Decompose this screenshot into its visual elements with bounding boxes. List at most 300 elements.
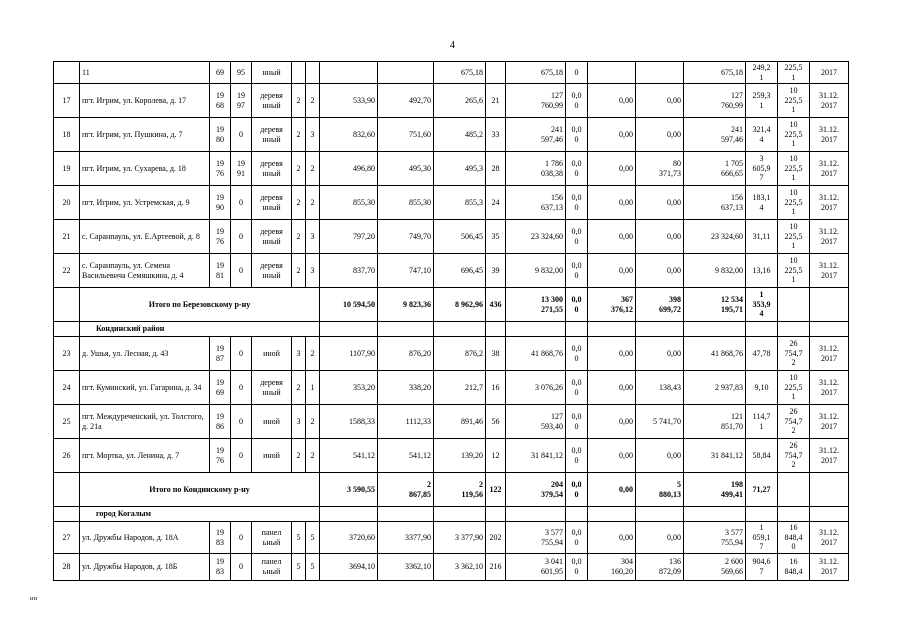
unit-cost-cell: 183,1 4 (746, 186, 778, 220)
row-number (54, 288, 80, 322)
housing-register-table (53, 61, 849, 581)
fund-cell: 0,0 0 (566, 371, 588, 405)
residential-area-cell: 751,60 (378, 118, 434, 152)
limit-cost-cell: 10 225,5 1 (778, 152, 810, 186)
owned-area-cell: 506,45 (434, 220, 486, 254)
empty-cell (746, 507, 778, 522)
total-area-cell: 541,12 (320, 439, 378, 473)
build-year-cell: 19 76 (210, 439, 231, 473)
municipal-budget-cell: 0,00 (636, 186, 684, 220)
limit-cost-cell: 26 754,7 2 (778, 405, 810, 439)
renovation-year-cell: 0 (231, 186, 252, 220)
residential-area-cell: 749,70 (378, 220, 434, 254)
residential-area-cell: 495,30 (378, 152, 434, 186)
residential-area-cell: 747,10 (378, 254, 434, 288)
total-area-cell: 3694,10 (320, 553, 378, 580)
municipal-budget-cell: 398 699,72 (636, 288, 684, 322)
table-row (54, 553, 849, 580)
regional-budget-cell: 0,00 (588, 473, 636, 507)
build-year-cell: 19 90 (210, 186, 231, 220)
unit-cost-cell: 114,7 1 (746, 405, 778, 439)
floors-cell: 2 (292, 439, 306, 473)
footer-mark: ии (30, 596, 38, 602)
renovation-year-cell: 0 (231, 522, 252, 554)
residents-cell: 39 (486, 254, 506, 288)
unit-cost-cell: 249,2 1 (746, 62, 778, 84)
address-cell: пгт. Игрим, ул. Пушкина, д. 7 (80, 118, 210, 152)
municipal-budget-cell: 5 880,13 (636, 473, 684, 507)
empty-cell (320, 322, 378, 337)
fund-cell: 0,0 0 (566, 337, 588, 371)
completion-date-cell: 31.12. 2017 (810, 186, 849, 220)
total-area-cell: 3720,60 (320, 522, 378, 554)
municipal-budget-cell: 80 371,73 (636, 152, 684, 186)
row-number: 20 (54, 186, 80, 220)
limit-cost-cell: 10 225,5 1 (778, 84, 810, 118)
empty-cell (506, 507, 566, 522)
completion-date-cell: 31.12. 2017 (810, 371, 849, 405)
row-number: 22 (54, 254, 80, 288)
wall-material-cell: иной (252, 337, 292, 371)
residential-area-cell: 855,30 (378, 186, 434, 220)
address-cell: ул. Дружбы Народов, д. 18Б (80, 553, 210, 580)
owners-funds-cell: 23 324,60 (684, 220, 746, 254)
district-total-row (54, 473, 849, 507)
address-cell: пгт. Игрим, ул. Королева, д. 17 (80, 84, 210, 118)
owners-funds-cell: 41 868,76 (684, 337, 746, 371)
renovation-year-cell: 0 (231, 118, 252, 152)
empty-cell (778, 322, 810, 337)
address-cell: ул. Дружбы Народов, д. 18А (80, 522, 210, 554)
row-number: 18 (54, 118, 80, 152)
entrances-cell: 5 (306, 522, 320, 554)
empty-cell (778, 507, 810, 522)
entrances-cell (306, 62, 320, 84)
owned-area-cell: 212,7 (434, 371, 486, 405)
row-number: 27 (54, 522, 80, 554)
limit-cost-cell: 10 225,5 1 (778, 118, 810, 152)
owned-area-cell: 675,18 (434, 62, 486, 84)
unit-cost-cell: 13,16 (746, 254, 778, 288)
residents-cell: 436 (486, 288, 506, 322)
regional-budget-cell: 0,00 (588, 522, 636, 554)
owners-funds-cell: 1 705 666,65 (684, 152, 746, 186)
residential-area-cell: 338,20 (378, 371, 434, 405)
district-total-label: Итого по Кондинскому р-ну (80, 473, 320, 507)
cost-total-cell: 13 300 271,55 (506, 288, 566, 322)
cost-total-cell: 204 379,54 (506, 473, 566, 507)
address-cell: пгт. Мортка, ул. Ленина, д. 7 (80, 439, 210, 473)
unit-cost-cell: 1 059,1 7 (746, 522, 778, 554)
entrances-cell: 3 (306, 118, 320, 152)
owned-area-cell: 696,45 (434, 254, 486, 288)
completion-date-cell: 31.12. 2017 (810, 220, 849, 254)
cost-total-cell: 9 832,00 (506, 254, 566, 288)
district-total-row (54, 288, 849, 322)
empty-cell (636, 322, 684, 337)
floors-cell: 2 (292, 84, 306, 118)
residents-cell: 21 (486, 84, 506, 118)
owned-area-cell: 855,3 (434, 186, 486, 220)
cost-total-cell: 675,18 (506, 62, 566, 84)
owned-area-cell: 495,3 (434, 152, 486, 186)
page-number: 4 (450, 40, 455, 51)
regional-budget-cell: 0,00 (588, 186, 636, 220)
residents-cell: 33 (486, 118, 506, 152)
residential-area-cell: 1112,33 (378, 405, 434, 439)
limit-cost-cell: 10 225,5 1 (778, 371, 810, 405)
owned-area-cell: 3 377,90 (434, 522, 486, 554)
empty-cell (486, 322, 506, 337)
district-name: Кондинский район (80, 322, 320, 337)
residents-cell: 38 (486, 337, 506, 371)
build-year-cell: 19 69 (210, 371, 231, 405)
floors-cell: 3 (292, 405, 306, 439)
empty-cell (746, 322, 778, 337)
fund-cell: 0,0 0 (566, 152, 588, 186)
floors-cell: 2 (292, 118, 306, 152)
cost-total-cell: 41 868,76 (506, 337, 566, 371)
empty-cell (566, 507, 588, 522)
district-section-row (54, 507, 849, 522)
unit-cost-cell: 3 605,9 7 (746, 152, 778, 186)
cost-total-cell: 23 324,60 (506, 220, 566, 254)
fund-cell: 0,0 0 (566, 439, 588, 473)
table-row (54, 84, 849, 118)
wall-material-cell: панел ьный (252, 522, 292, 554)
owners-funds-cell: 12 534 195,71 (684, 288, 746, 322)
owned-area-cell: 891,46 (434, 405, 486, 439)
owned-area-cell: 8 962,96 (434, 288, 486, 322)
entrances-cell: 2 (306, 405, 320, 439)
limit-cost-cell: 16 848,4 (778, 553, 810, 580)
entrances-cell: 3 (306, 220, 320, 254)
fund-cell: 0,0 0 (566, 118, 588, 152)
address-cell: с. Саранпауль, ул. Е.Артеевой, д. 8 (80, 220, 210, 254)
unit-cost-cell: 58,84 (746, 439, 778, 473)
owners-funds-cell: 156 637,13 (684, 186, 746, 220)
regional-budget-cell: 0,00 (588, 439, 636, 473)
residential-area-cell: 492,70 (378, 84, 434, 118)
entrances-cell: 2 (306, 152, 320, 186)
cost-total-cell: 127 593,40 (506, 405, 566, 439)
entrances-cell: 5 (306, 553, 320, 580)
total-area-cell: 353,20 (320, 371, 378, 405)
fund-cell: 0 (566, 62, 588, 84)
unit-cost-cell: 9,10 (746, 371, 778, 405)
floors-cell: 2 (292, 152, 306, 186)
district-total-label: Итого по Березовскому р-ну (80, 288, 320, 322)
municipal-budget-cell: 0,00 (636, 522, 684, 554)
wall-material-cell: деревя нный (252, 220, 292, 254)
residential-area-cell: 3377,90 (378, 522, 434, 554)
empty-cell (810, 507, 849, 522)
residential-area-cell: 2 867,85 (378, 473, 434, 507)
total-area-cell: 855,30 (320, 186, 378, 220)
address-cell: д. Ушья, ул. Лесная, д. 43 (80, 337, 210, 371)
empty-cell (588, 507, 636, 522)
completion-date-cell: 31.12. 2017 (810, 522, 849, 554)
limit-cost-cell: 16 848,4 0 (778, 522, 810, 554)
owned-area-cell: 876,2 (434, 337, 486, 371)
row-number: 24 (54, 371, 80, 405)
build-year-cell: 19 80 (210, 118, 231, 152)
owners-funds-cell: 127 760,99 (684, 84, 746, 118)
unit-cost-cell: 71,27 (746, 473, 778, 507)
floors-cell: 2 (292, 186, 306, 220)
municipal-budget-cell: 0,00 (636, 337, 684, 371)
municipal-budget-cell: 136 872,09 (636, 553, 684, 580)
build-year-cell: 19 76 (210, 152, 231, 186)
limit-cost-cell: 26 754,7 2 (778, 439, 810, 473)
regional-budget-cell: 0,00 (588, 118, 636, 152)
residents-cell: 202 (486, 522, 506, 554)
owned-area-cell: 265,6 (434, 84, 486, 118)
wall-material-cell: иной (252, 405, 292, 439)
empty-cell (506, 322, 566, 337)
municipal-budget-cell: 0,00 (636, 118, 684, 152)
address-cell: с. Саранпауль, ул. Семена Васильевича Семяшкина, д. 4 (80, 254, 210, 288)
fund-cell: 0,0 0 (566, 220, 588, 254)
municipal-budget-cell: 0,00 (636, 220, 684, 254)
cost-total-cell: 3 076,26 (506, 371, 566, 405)
owned-area-cell: 139,20 (434, 439, 486, 473)
empty-cell (378, 507, 434, 522)
empty-cell (684, 507, 746, 522)
renovation-year-cell: 0 (231, 337, 252, 371)
build-year-cell: 19 86 (210, 405, 231, 439)
empty-cell (320, 507, 378, 522)
wall-material-cell: нный (252, 62, 292, 84)
empty-cell (810, 322, 849, 337)
row-number: 17 (54, 84, 80, 118)
owners-funds-cell: 3 577 755,94 (684, 522, 746, 554)
limit-cost-cell: 10 225,5 1 (778, 220, 810, 254)
total-area-cell: 1588,33 (320, 405, 378, 439)
owners-funds-cell: 675,18 (684, 62, 746, 84)
cost-total-cell: 3 577 755,94 (506, 522, 566, 554)
cost-total-cell: 241 597,46 (506, 118, 566, 152)
address-cell: пгт. Междуреченский, ул. Толстого, д. 21а (80, 405, 210, 439)
table-row (54, 62, 849, 84)
regional-budget-cell: 0,00 (588, 405, 636, 439)
residents-cell: 122 (486, 473, 506, 507)
owners-funds-cell: 198 499,41 (684, 473, 746, 507)
owners-funds-cell: 2 937,83 (684, 371, 746, 405)
limit-cost-cell: 26 754,7 2 (778, 337, 810, 371)
floors-cell: 2 (292, 371, 306, 405)
cost-total-cell: 31 841,12 (506, 439, 566, 473)
owners-funds-cell: 241 597,46 (684, 118, 746, 152)
residential-area-cell: 3362,10 (378, 553, 434, 580)
wall-material-cell: деревя нный (252, 84, 292, 118)
empty-cell (566, 322, 588, 337)
completion-date-cell: 31.12. 2017 (810, 152, 849, 186)
total-area-cell: 496,80 (320, 152, 378, 186)
municipal-budget-cell: 5 741,70 (636, 405, 684, 439)
empty-cell (588, 322, 636, 337)
total-area-cell: 1107,90 (320, 337, 378, 371)
regional-budget-cell (588, 62, 636, 84)
empty-cell (378, 322, 434, 337)
entrances-cell: 2 (306, 439, 320, 473)
regional-budget-cell: 0,00 (588, 84, 636, 118)
wall-material-cell: панел ьный (252, 553, 292, 580)
completion-date-cell: 31.12. 2017 (810, 439, 849, 473)
renovation-year-cell: 0 (231, 254, 252, 288)
entrances-cell: 2 (306, 337, 320, 371)
address-cell: пгт. Игрим, ул. Устремская, д. 9 (80, 186, 210, 220)
residents-cell: 24 (486, 186, 506, 220)
row-number: 23 (54, 337, 80, 371)
regional-budget-cell: 0,00 (588, 371, 636, 405)
row-number (54, 322, 80, 337)
completion-date-cell: 31.12. 2017 (810, 553, 849, 580)
table-row (54, 371, 849, 405)
wall-material-cell: деревя нный (252, 254, 292, 288)
district-section-row (54, 322, 849, 337)
floors-cell: 5 (292, 553, 306, 580)
municipal-budget-cell: 0,00 (636, 439, 684, 473)
unit-cost-cell: 259,3 1 (746, 84, 778, 118)
owned-area-cell: 485,2 (434, 118, 486, 152)
build-year-cell: 19 76 (210, 220, 231, 254)
completion-date-cell: 31.12. 2017 (810, 254, 849, 288)
renovation-year-cell: 95 (231, 62, 252, 84)
limit-cost-cell: 225,5 1 (778, 62, 810, 84)
wall-material-cell: деревя нный (252, 118, 292, 152)
residents-cell (486, 62, 506, 84)
renovation-year-cell: 0 (231, 439, 252, 473)
total-area-cell: 837,70 (320, 254, 378, 288)
unit-cost-cell: 47,78 (746, 337, 778, 371)
limit-cost-cell: 10 225,5 1 (778, 254, 810, 288)
floors-cell: 2 (292, 220, 306, 254)
empty-cell (684, 322, 746, 337)
residential-area-cell: 541,12 (378, 439, 434, 473)
build-year-cell: 19 68 (210, 84, 231, 118)
empty-cell (434, 507, 486, 522)
floors-cell: 5 (292, 522, 306, 554)
fund-cell: 0,0 0 (566, 288, 588, 322)
renovation-year-cell: 19 91 (231, 152, 252, 186)
owners-funds-cell: 121 851,70 (684, 405, 746, 439)
district-name: город Когалым (80, 507, 320, 522)
address-cell: 11 (80, 62, 210, 84)
build-year-cell: 19 87 (210, 337, 231, 371)
regional-budget-cell: 0,00 (588, 337, 636, 371)
floors-cell (292, 62, 306, 84)
empty-cell (434, 322, 486, 337)
wall-material-cell: иной (252, 439, 292, 473)
completion-date-cell: 31.12. 2017 (810, 405, 849, 439)
completion-date-cell (810, 473, 849, 507)
row-number (54, 473, 80, 507)
wall-material-cell: деревя нный (252, 186, 292, 220)
table-row (54, 254, 849, 288)
table-row (54, 439, 849, 473)
completion-date-cell: 31.12. 2017 (810, 337, 849, 371)
municipal-budget-cell: 0,00 (636, 254, 684, 288)
fund-cell: 0,0 0 (566, 522, 588, 554)
table-row (54, 118, 849, 152)
row-number: 21 (54, 220, 80, 254)
build-year-cell: 19 83 (210, 522, 231, 554)
row-number: 26 (54, 439, 80, 473)
residents-cell: 16 (486, 371, 506, 405)
cost-total-cell: 3 041 601,95 (506, 553, 566, 580)
completion-date-cell: 2017 (810, 62, 849, 84)
residents-cell: 12 (486, 439, 506, 473)
row-number: 28 (54, 553, 80, 580)
fund-cell: 0,0 0 (566, 84, 588, 118)
municipal-budget-cell (636, 62, 684, 84)
completion-date-cell: 31.12. 2017 (810, 84, 849, 118)
wall-material-cell: деревя нный (252, 152, 292, 186)
entrances-cell: 3 (306, 254, 320, 288)
entrances-cell: 2 (306, 84, 320, 118)
cost-total-cell: 1 786 038,38 (506, 152, 566, 186)
regional-budget-cell: 304 160,20 (588, 553, 636, 580)
residents-cell: 35 (486, 220, 506, 254)
municipal-budget-cell: 0,00 (636, 84, 684, 118)
owned-area-cell: 3 362,10 (434, 553, 486, 580)
empty-cell (636, 507, 684, 522)
regional-budget-cell: 0,00 (588, 254, 636, 288)
residents-cell: 216 (486, 553, 506, 580)
build-year-cell: 19 81 (210, 254, 231, 288)
fund-cell: 0,0 0 (566, 473, 588, 507)
address-cell: пгт. Куминский, ул. Гагарина, д. 34 (80, 371, 210, 405)
build-year-cell: 69 (210, 62, 231, 84)
wall-material-cell: деревя нный (252, 371, 292, 405)
table-row (54, 337, 849, 371)
regional-budget-cell: 0,00 (588, 220, 636, 254)
table-body (54, 62, 849, 581)
unit-cost-cell: 904,6 7 (746, 553, 778, 580)
residential-area-cell: 876,20 (378, 337, 434, 371)
table-row (54, 522, 849, 554)
unit-cost-cell: 31,11 (746, 220, 778, 254)
unit-cost-cell: 1 353,9 4 (746, 288, 778, 322)
row-number (54, 507, 80, 522)
total-area-cell: 3 590,55 (320, 473, 378, 507)
completion-date-cell: 31.12. 2017 (810, 118, 849, 152)
table-row (54, 405, 849, 439)
fund-cell: 0,0 0 (566, 186, 588, 220)
total-area-cell: 797,20 (320, 220, 378, 254)
regional-budget-cell: 367 376,12 (588, 288, 636, 322)
limit-cost-cell (778, 473, 810, 507)
residential-area-cell: 9 823,36 (378, 288, 434, 322)
floors-cell: 3 (292, 337, 306, 371)
residents-cell: 56 (486, 405, 506, 439)
owners-funds-cell: 9 832,00 (684, 254, 746, 288)
completion-date-cell (810, 288, 849, 322)
fund-cell: 0,0 0 (566, 405, 588, 439)
entrances-cell: 2 (306, 186, 320, 220)
row-number: 19 (54, 152, 80, 186)
address-cell: пгт. Игрим, ул. Сухарева, д. 18 (80, 152, 210, 186)
row-number: 25 (54, 405, 80, 439)
renovation-year-cell: 0 (231, 553, 252, 580)
table-row (54, 186, 849, 220)
entrances-cell: 1 (306, 371, 320, 405)
renovation-year-cell: 0 (231, 371, 252, 405)
renovation-year-cell: 0 (231, 220, 252, 254)
owners-funds-cell: 2 600 569,66 (684, 553, 746, 580)
build-year-cell: 19 83 (210, 553, 231, 580)
